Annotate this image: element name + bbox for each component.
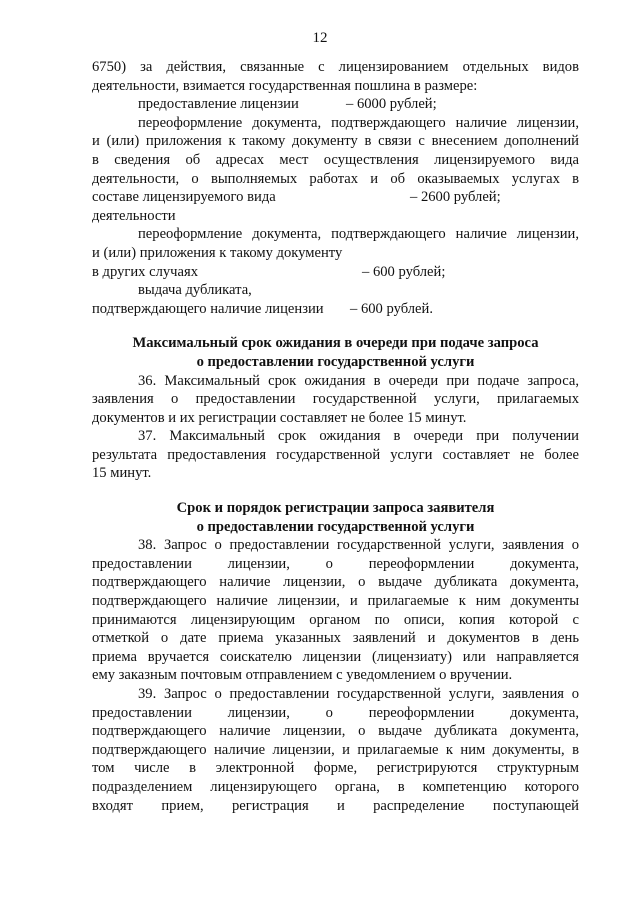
section-heading-register: о предоставлении государственной услуги (196, 518, 475, 535)
paragraph-38-line: ему заказным почтовым отправлением с уведомлением о вручении. (92, 667, 513, 684)
document-body (92, 58, 579, 815)
paragraph-39-line: том числе в электронной форме, регистрируются структурным (92, 760, 579, 777)
paragraph-36-line: 36. Максимальный срок ожидания в очереди при подаче запроса, (138, 372, 579, 389)
paragraph-38-line: подтверждающего наличие лицензии, о выдаче дубликата документа, (92, 574, 579, 591)
paragraph-37-line: 37. Максимальный срок ожидания в очереди при получении (138, 428, 579, 445)
paragraph-36-line: документов и их регистрации составляет не более 15 минут. (92, 409, 467, 426)
page-number: 12 (312, 30, 328, 46)
fee-reissue-other-last: в других случаях (92, 263, 198, 280)
paragraph-36-line: заявления о предоставлении государственной услуги, прилагаемых (92, 391, 579, 408)
paragraph-37-line: 15 минут. (92, 465, 152, 482)
section-heading-register: Срок и порядок регистрации запроса заявителя (176, 500, 495, 517)
paragraph-39-line: подразделением лицензирующего органа, в компетенцию которого (92, 778, 579, 795)
fee-duplicate-line: выдача дубликата, (138, 282, 252, 299)
paragraph-39-line: 39. Запрос о предоставлении государственной услуги, заявления о (138, 686, 579, 702)
paragraph-39-line: входят прием, регистрация и распределение поступающей (92, 797, 579, 814)
section-heading-wait: Максимальный срок ожидания в очереди при подаче запроса (132, 335, 539, 352)
paragraph-38-line: подтверждающего наличие лицензии, и прилагаемые к ним документы (92, 593, 579, 610)
fee-duplicate-row (92, 300, 579, 319)
fee-reissue-address-line: переоформление документа, подтверждающего наличие лицензии, (138, 114, 579, 131)
paragraph-39-line: предоставлении лицензии, о переоформлении документа, (92, 704, 579, 721)
paragraph-38-line: предоставлении лицензии, о переоформлении документа, (92, 555, 579, 572)
fee-issue-label: предоставление лицензии (138, 96, 299, 113)
fee-issue-amount: – 6000 рублей; (346, 96, 437, 113)
fee-reissue-address-last: составе лицензируемого вида деятельности (92, 189, 276, 224)
paragraph-38-line: отметкой о дате приема указанных заявлений и документов в день (92, 630, 579, 647)
fee-reissue-other-row (92, 263, 579, 282)
paragraph-39-line: подтверждающего наличие лицензии, о выдаче дубликата документа, (92, 723, 579, 740)
paragraph-38-line: 38. Запрос о предоставлении государственной услуги, заявления о (138, 537, 579, 554)
paragraph-37-line: результата предоставления государственной услуги составляет не более (92, 446, 579, 463)
fee-duplicate-last: подтверждающего наличие лицензии (92, 300, 324, 317)
fee-reissue-address-row (92, 188, 579, 225)
fee-reissue-other-line: переоформление документа, подтверждающего наличие лицензии, (138, 226, 579, 243)
fee-duplicate-amount: – 600 рублей. (350, 300, 433, 317)
fee-reissue-address-line: в сведения об адресах мест осуществления лицензируемого вида (92, 151, 579, 168)
fee-intro-line: 6750) за действия, связанные с лицензированием отдельных видов (92, 59, 579, 75)
paragraph-38-line: приема вручается соискателю лицензии (лицензиату) или направляется (92, 648, 579, 665)
fee-reissue-address-amount: – 2600 рублей; (410, 189, 501, 206)
paragraph-38-line: принимаются лицензирующим органом по описи, копия которой с (92, 611, 579, 628)
section-heading-wait: о предоставлении государственной услуги (196, 353, 475, 370)
fee-reissue-other-amount: – 600 рублей; (362, 263, 446, 280)
fee-issue-row (92, 95, 579, 114)
fee-intro-line: деятельности, взимается государственная пошлина в размере: (92, 77, 478, 94)
fee-reissue-address-line: и (или) приложения к такому документу в связи с внесением дополнений (92, 133, 579, 150)
paragraph-39-line: подтверждающего наличие лицензии, и прилагаемые к ним документы, в (92, 741, 579, 758)
fee-reissue-address-line: деятельности, о выполняемых работах и об оказываемых услугах в (92, 170, 579, 187)
fee-reissue-other-line: и (или) приложения к такому документу (92, 244, 343, 261)
